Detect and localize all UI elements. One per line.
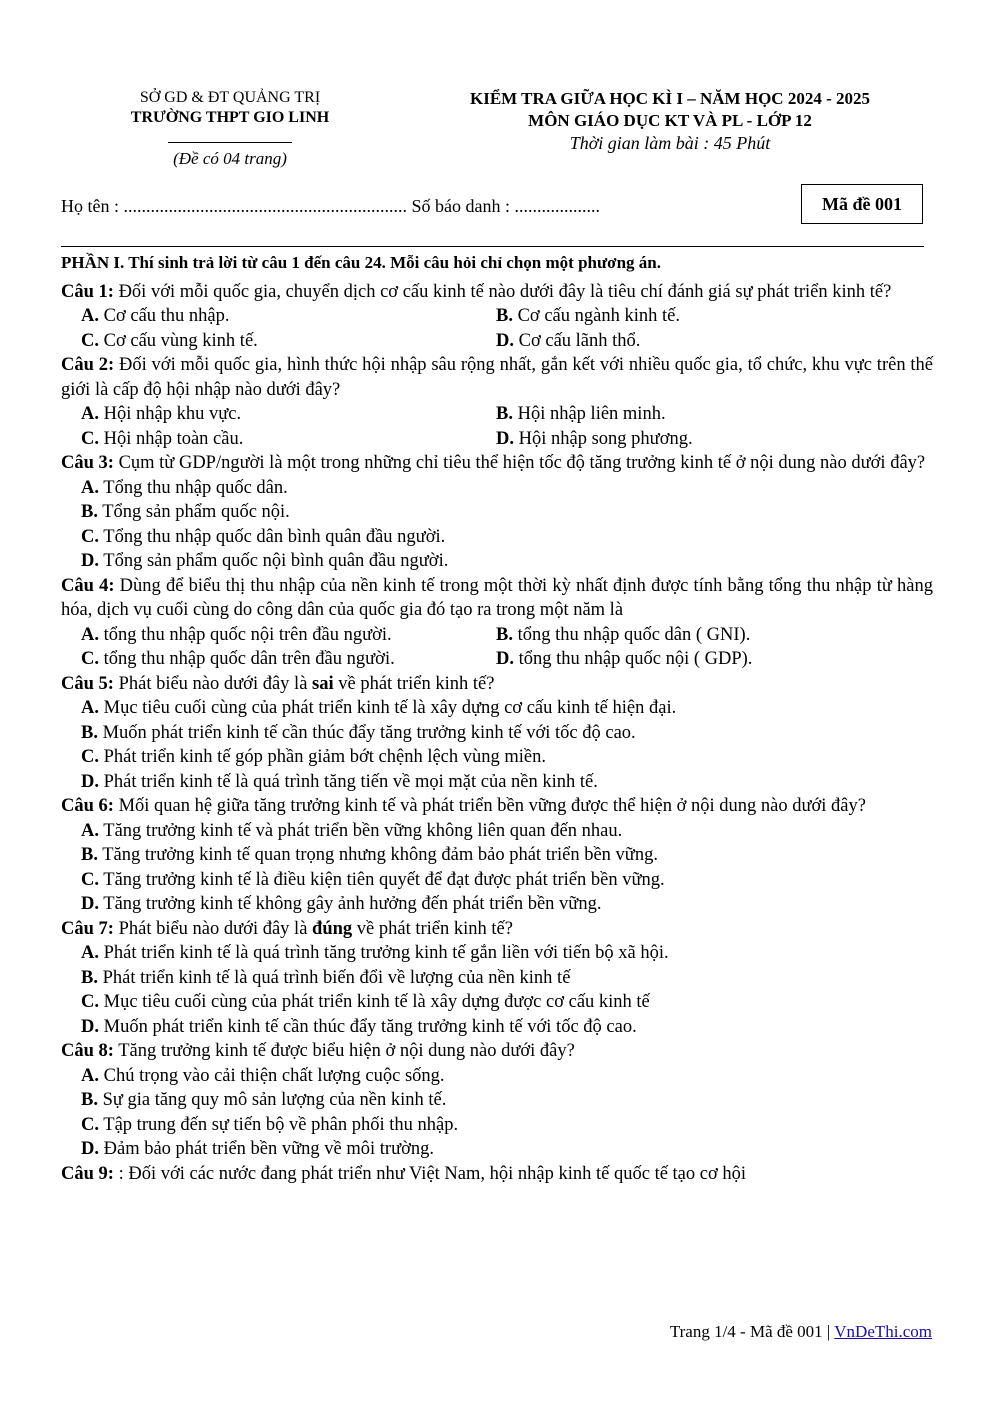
option-letter: D. — [496, 428, 514, 449]
question-stem — [61, 574, 933, 623]
option-text: Cơ cấu thu nhập. — [99, 306, 230, 326]
option-letter: A. — [81, 943, 99, 963]
option-text: tổng thu nhập quốc nội trên đầu người. — [99, 624, 392, 645]
option-text: Tập trung đến sự tiến bộ về phân phối thu nhập. — [99, 1114, 459, 1135]
option-letter: C. — [81, 330, 99, 351]
option-letter: D. — [81, 1139, 99, 1159]
option-text: Chú trọng vào cải thiện chất lượng cuộc sống. — [99, 1065, 445, 1086]
option-letter: A. — [81, 698, 99, 718]
header-separator — [61, 246, 924, 247]
question-text: Mối quan hệ giữa tăng trưởng kinh tế và phát triển bền vững được thể hiện ở nội dung nào dưới đây? — [113, 796, 866, 816]
option-text: tổng thu nhập quốc dân trên đầu người. — [99, 649, 395, 669]
question-stem — [61, 794, 933, 819]
answer-option — [81, 843, 933, 868]
option-letter: A. — [81, 404, 99, 424]
question-text: Phát biểu nào dưới đây là — [113, 673, 313, 694]
answer-options — [61, 819, 933, 917]
answer-option — [496, 304, 926, 329]
option-text: Cơ cấu vùng kinh tế. — [99, 330, 258, 351]
answer-option — [81, 770, 933, 795]
footer-link[interactable]: VnDeThi.com — [834, 1322, 932, 1341]
option-letter: C. — [81, 869, 99, 890]
question-text: Tăng trưởng kinh tế được biểu hiện ở nội dung nào dưới đây? — [113, 1041, 575, 1061]
option-letter: C. — [81, 428, 99, 449]
option-letter: D. — [81, 551, 99, 571]
option-letter: D. — [81, 1016, 99, 1037]
answer-options — [61, 623, 933, 672]
question-text: Cụm từ GDP/người là một trong những chỉ tiêu thể hiện tốc độ tăng trưởng kinh tế ở nội dung nào dưới đây? — [113, 453, 926, 473]
question-keyword: đúng — [312, 918, 353, 939]
option-text: Phát triển kinh tế là quá trình biến đổi về lượng của nền kinh tế — [97, 967, 571, 988]
answer-option — [81, 1015, 933, 1040]
question-keyword: sai — [312, 673, 334, 694]
option-letter: C. — [81, 526, 99, 547]
question-text: Đối với mỗi quốc gia, chuyển dịch cơ cấu kinh tế nào dưới đây là tiêu chí đánh giá sự phát triển kinh tế? — [113, 281, 892, 302]
question-text: Dùng để biểu thị thu nhập của nền kinh tế trong một thời kỳ nhất định được tính bằng tổng thu nhập từ hàng hóa, dịch vụ cuối cùng do công dân của quốc gia đó tạo ra trong một năm là — [61, 575, 933, 620]
answer-options — [61, 476, 933, 574]
question-number: Câu 5: — [61, 673, 114, 694]
option-text: Muốn phát triển kinh tế cần thúc đẩy tăng trưởng kinh tế với tốc độ cao. — [99, 1016, 637, 1037]
option-text: Hội nhập liên minh. — [512, 404, 666, 424]
question-4 — [61, 574, 933, 672]
header-divider — [168, 142, 292, 143]
option-letter: C. — [81, 649, 99, 669]
answer-option — [81, 966, 933, 991]
answer-option — [496, 329, 926, 354]
question-number: Câu 6: — [61, 796, 114, 816]
option-text: Hội nhập toàn cầu. — [99, 428, 244, 449]
option-letter: B. — [496, 624, 513, 645]
option-letter: B. — [496, 404, 513, 424]
header-left — [110, 88, 350, 169]
answer-option — [81, 1088, 933, 1113]
part-title: PHẦN I. Thí sinh trả lời từ câu 1 đến câu 24. Mỗi câu hỏi chỉ chọn một phương án. — [61, 253, 661, 272]
question-text: Đối với mỗi quốc gia, hình thức hội nhập sâu rộng nhất, gắn kết với nhiều quốc gia, tổ chức, khu vực trên thế giới là cấp độ hội nhập nào dưới đây? — [61, 355, 933, 400]
option-text: Muốn phát triển kinh tế cần thúc đẩy tăng trưởng kinh tế với tốc độ cao. — [97, 722, 636, 743]
answer-options — [61, 941, 933, 1039]
answer-option — [81, 990, 933, 1015]
answer-option — [81, 819, 933, 844]
option-letter: A. — [81, 1065, 99, 1086]
answer-option — [496, 427, 926, 452]
question-number: Câu 3: — [61, 453, 114, 473]
option-text: Mục tiêu cuối cùng của phát triển kinh tế là xây dựng cơ cấu kinh tế hiện đại. — [99, 698, 677, 718]
option-letter: D. — [81, 894, 99, 914]
answer-options — [61, 402, 933, 451]
exam-content — [61, 251, 933, 1186]
question-number: Câu 4: — [61, 575, 115, 596]
option-letter: B. — [81, 722, 98, 743]
answer-option — [81, 721, 933, 746]
department-name: SỞ GD & ĐT QUẢNG TRỊ — [139, 89, 321, 106]
question-1 — [61, 280, 933, 354]
option-text: Cơ cấu ngành kinh tế. — [512, 306, 680, 326]
option-letter: B. — [81, 1090, 98, 1110]
option-letter: C. — [81, 992, 99, 1012]
answer-options — [61, 1064, 933, 1162]
answer-option — [81, 1113, 933, 1138]
option-letter: D. — [81, 771, 99, 792]
option-letter: A. — [81, 820, 99, 841]
question-stem — [61, 353, 933, 402]
school-name: TRƯỜNG THPT GIO LINH — [130, 109, 330, 126]
option-text: Tổng sản phẩm quốc nội bình quân đầu người. — [99, 551, 449, 571]
student-name-field: Họ tên : ............................................................... — [61, 196, 407, 216]
option-text: Mục tiêu cuối cùng của phát triển kinh tế là xây dựng được cơ cấu kinh tế — [99, 992, 650, 1012]
option-letter: C. — [81, 1114, 99, 1135]
option-letter: D. — [496, 330, 514, 351]
answer-option — [81, 696, 933, 721]
question-stem — [61, 1039, 933, 1064]
answer-option — [81, 549, 933, 574]
exam-code-box: Mã đề 001 — [801, 184, 923, 224]
question-number: Câu 9: — [61, 1163, 114, 1184]
option-letter: A. — [81, 477, 99, 498]
student-id-field: Số báo danh : ................... — [411, 196, 600, 216]
question-text-end: về phát triển kinh tế? — [352, 918, 513, 939]
question-text: Phát biểu nào dưới đây là — [113, 918, 313, 939]
footer-text: Trang 1/4 - Mã đề 001 | — [669, 1322, 835, 1341]
answer-option — [81, 892, 933, 917]
answer-option — [81, 402, 496, 427]
question-text: : Đối với các nước đang phát triển như Việt Nam, hội nhập kinh tế quốc tế tạo cơ hội — [113, 1163, 747, 1184]
option-text: Tăng trưởng kinh tế không gây ảnh hưởng đến phát triển bền vững. — [99, 894, 602, 914]
option-text: Hội nhập khu vực. — [99, 404, 242, 424]
answer-options — [61, 696, 933, 794]
option-letter: D. — [496, 649, 514, 669]
question-8 — [61, 1039, 933, 1162]
option-text: Cơ cấu lãnh thổ. — [514, 330, 641, 351]
option-letter: B. — [81, 502, 98, 522]
question-number: Câu 7: — [61, 918, 114, 939]
page-footer — [670, 1322, 932, 1342]
question-stem — [61, 672, 933, 697]
student-info-line — [61, 196, 600, 217]
question-stem — [61, 1162, 933, 1187]
answer-option — [81, 745, 933, 770]
option-text: Phát triển kinh tế là quá trình tăng trưởng kinh tế gắn liền với tiến bộ xã hội. — [99, 943, 669, 963]
option-text: tổng thu nhập quốc nội ( GDP). — [514, 649, 753, 669]
option-letter: B. — [81, 845, 98, 865]
question-stem — [61, 280, 933, 305]
exam-title: KIỂM TRA GIỮA HỌC KÌ I – NĂM HỌC 2024 - 2025 — [470, 89, 870, 108]
option-letter: B. — [496, 306, 513, 326]
option-text: Tăng trưởng kinh tế quan trọng nhưng không đảm bảo phát triển bền vững. — [97, 845, 658, 865]
answer-option — [81, 427, 496, 452]
answer-option — [81, 304, 496, 329]
question-7 — [61, 917, 933, 1040]
answer-option — [81, 1064, 933, 1089]
exam-duration: Thời gian làm bài : 45 Phút — [569, 133, 771, 153]
answer-option — [81, 476, 933, 501]
option-letter: B. — [81, 967, 98, 988]
exam-subject: MÔN GIÁO DỤC KT VÀ PL - LỚP 12 — [528, 111, 812, 130]
answer-option — [81, 1137, 933, 1162]
answer-option — [81, 868, 933, 893]
option-letter: A. — [81, 306, 99, 326]
option-text: Phát triển kinh tế góp phần giảm bớt chệnh lệch vùng miền. — [99, 747, 547, 767]
question-6 — [61, 794, 933, 917]
option-text: Tăng trưởng kinh tế là điều kiện tiên quyết để đạt được phát triển bền vững. — [99, 869, 665, 890]
question-2 — [61, 353, 933, 451]
option-letter: A. — [81, 624, 99, 645]
option-text: Sự gia tăng quy mô sản lượng của nền kinh tế. — [97, 1090, 447, 1110]
answer-option — [496, 402, 926, 427]
option-text: Hội nhập song phương. — [514, 428, 693, 449]
question-text-end: về phát triển kinh tế? — [333, 673, 495, 694]
header-right — [420, 88, 920, 154]
option-text: Tổng thu nhập quốc dân. — [99, 477, 288, 498]
option-letter: C. — [81, 747, 99, 767]
answer-options — [61, 304, 933, 353]
option-text: Phát triển kinh tế là quá trình tăng tiến về mọi mặt của nền kinh tế. — [99, 771, 598, 792]
answer-option — [81, 647, 496, 672]
option-text: tổng thu nhập quốc dân ( GNI). — [512, 624, 751, 645]
question-number: Câu 2: — [61, 355, 115, 375]
question-number: Câu 1: — [61, 281, 114, 302]
answer-option — [496, 647, 926, 672]
answer-option — [81, 941, 933, 966]
question-3 — [61, 451, 933, 574]
question-5 — [61, 672, 933, 795]
answer-option — [81, 500, 933, 525]
answer-option — [81, 525, 933, 550]
option-text: Tăng trưởng kinh tế và phát triển bền vững không liên quan đến nhau. — [99, 820, 623, 841]
answer-option — [81, 623, 496, 648]
option-text: Tổng thu nhập quốc dân bình quân đầu người. — [99, 526, 446, 547]
pages-note: (Đề có 04 trang) — [173, 149, 287, 168]
answer-option — [81, 329, 496, 354]
question-number: Câu 8: — [61, 1041, 114, 1061]
option-text: Tổng sản phẩm quốc nội. — [97, 502, 290, 522]
option-text: Đảm bảo phát triển bền vững về môi trường. — [99, 1139, 435, 1159]
question-stem — [61, 917, 933, 942]
question-stem — [61, 451, 933, 476]
answer-option — [496, 623, 926, 648]
question-9 — [61, 1162, 933, 1187]
